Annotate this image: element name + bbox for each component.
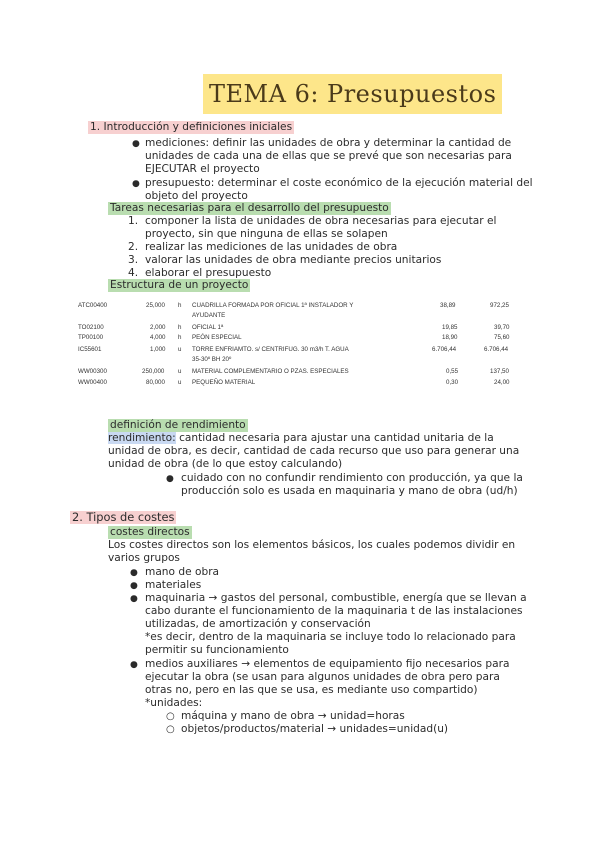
table-cell: 0,55 [446,368,459,375]
table-cell: TORRE ENFRIAMTO. s/ CENTRIFUG. 30 m3/h T. AGUA [192,346,349,353]
rendimiento-text: cantidad necesaria para ajustar una cantidad unitaria de la [175,432,494,444]
def-line: unidades de cada una de ellas que se prevé que son necesarias para [145,150,512,162]
table-cell: h [178,324,182,331]
cost-item: mano de obra [145,566,220,578]
cost-item: utilizadas, de amortización y conservación [145,618,371,630]
bullet-dot-icon: ● [130,660,138,670]
bullet-dot-icon: ● [130,581,138,591]
table-cell: TP00100 [78,334,104,341]
table-cell: 6.706,44 [484,346,509,353]
table-cell: WW00300 [78,368,107,375]
task-line: realizar las mediciones de las unidades de obra [145,241,398,253]
table-cell: 4,000 [150,334,166,341]
cost-item: medios auxiliares → elementos de equipamiento fijo necesarios para [145,658,510,670]
rendimiento-line [108,432,494,445]
rendimiento-line: unidad de obra (de lo que estoy calculando) [108,458,343,470]
table-cell: OFICIAL 1ª [192,324,224,331]
costes-directos-heading: costes directos [110,526,190,538]
table-cell: MATERIAL COMPLEMENTARIO O PZAS. ESPECIALES [192,368,349,375]
def-line: presupuesto: determinar el coste económico de la ejecución material del [145,177,533,189]
table-cell: 75,60 [494,334,510,341]
table-cell: 35-30º BH 20º [192,356,232,363]
task-number: 4. [128,267,139,279]
cost-item: cabo durante el funcionamiento de la maquinaria t de las instalaciones [145,605,523,617]
table-cell: PEÓN ESPECIAL [192,334,242,341]
task-line: componer la lista de unidades de obra necesarias para ejecutar el [145,215,497,227]
table-cell: 2,000 [150,324,166,331]
structure-table [78,302,518,392]
tasks-heading: Tareas necesarias para el desarrollo del presupuesto [110,202,389,214]
table-cell: h [178,334,182,341]
bullet-dot-icon: ● [132,139,140,149]
task-line: valorar las unidades de obra mediante precios unitarios [145,254,442,266]
bullet-circle-icon: ○ [166,711,175,722]
rendimiento-label: rendimiento: [108,432,176,444]
page-title: TEMA 6: Presupuestos [203,74,502,114]
cost-item: otras no, pero en las que se usa, es mediante uso compartido) [145,684,478,696]
cost-item: maquinaria → gastos del personal, combustible, energía que se llevan a [145,592,527,604]
table-cell: 250,000 [142,368,165,375]
table-cell: 25,000 [146,302,165,309]
table-cell: 39,70 [494,324,510,331]
bullet-dot-icon: ● [130,568,138,578]
table-cell: u [178,379,182,386]
table-cell: 972,25 [490,302,509,309]
table-cell: 1,000 [150,346,166,353]
bullet-circle-icon: ○ [166,724,175,735]
table-cell: 80,000 [146,379,165,386]
table-cell: u [178,368,182,375]
table-cell: u [178,346,182,353]
cost-item: *unidades: [145,697,203,709]
task-number: 2. [128,241,139,253]
table-cell: h [178,302,182,309]
intro-line: Los costes directos son los elementos básicos, los cuales podemos dividir en [108,539,516,551]
task-number: 1. [128,215,139,227]
def-line: mediciones: definir las unidades de obra y determinar la cantidad de [145,137,512,149]
table-cell: ATC00400 [78,302,108,309]
table-cell: 137,50 [490,368,509,375]
bullet-dot-icon: ● [130,594,138,604]
table-cell: IC55601 [78,346,102,353]
cost-item: *es decir, dentro de la maquinaria se incluye todo lo relacionado para [145,631,516,643]
note-line: producción solo es usada en maquinaria y mano de obra (ud/h) [181,485,518,497]
rendimiento-heading: definición de rendimiento [110,419,246,431]
table-cell: 24,00 [494,379,510,386]
def-line: EJECUTAR el proyecto [145,163,260,175]
rendimiento-line: unidad de obra, es decir, cantidad de cada recurso que uso para generar una [108,445,520,457]
task-number: 3. [128,254,139,266]
intro-line: varios grupos [108,552,180,564]
section-2-heading: 2. Tipos de costes [72,510,175,524]
bullet-dot-icon: ● [166,474,174,484]
table-cell: 38,89 [440,302,456,309]
cost-item: ejecutar la obra (se usan para algunos unidades de obra pero para [145,671,500,683]
table-cell: 6.706,44 [432,346,457,353]
def-line: objeto del proyecto [145,190,248,202]
table-cell: TO02100 [78,324,104,331]
unit-item: objetos/productos/material → unidades=unidad(u) [181,723,449,735]
cost-item: permitir su funcionamiento [145,644,289,656]
section-1-heading: 1. Introducción y definiciones iniciales [90,121,293,133]
task-line: elaborar el presupuesto [145,267,272,279]
note-line: cuidado con no confundir rendimiento con producción, ya que la [181,472,523,484]
table-cell: 0,30 [446,379,459,386]
table-cell: 19,85 [442,324,458,331]
task-line: proyecto, sin que ninguna de ellas se solapen [145,228,388,240]
table-cell: CUADRILLA FORMADA POR OFICIAL 1ª INSTALADOR Y [192,302,354,309]
table-cell: PEQUEÑO MATERIAL [192,379,256,386]
cost-item: materiales [145,579,202,591]
unit-item: máquina y mano de obra → unidad=horas [181,710,405,722]
table-cell: AYUDANTE [192,312,226,319]
table-cell: 18,90 [442,334,458,341]
bullet-dot-icon: ● [132,179,140,189]
table-cell: WW00400 [78,379,107,386]
structure-heading: Estructura de un proyecto [110,279,249,291]
